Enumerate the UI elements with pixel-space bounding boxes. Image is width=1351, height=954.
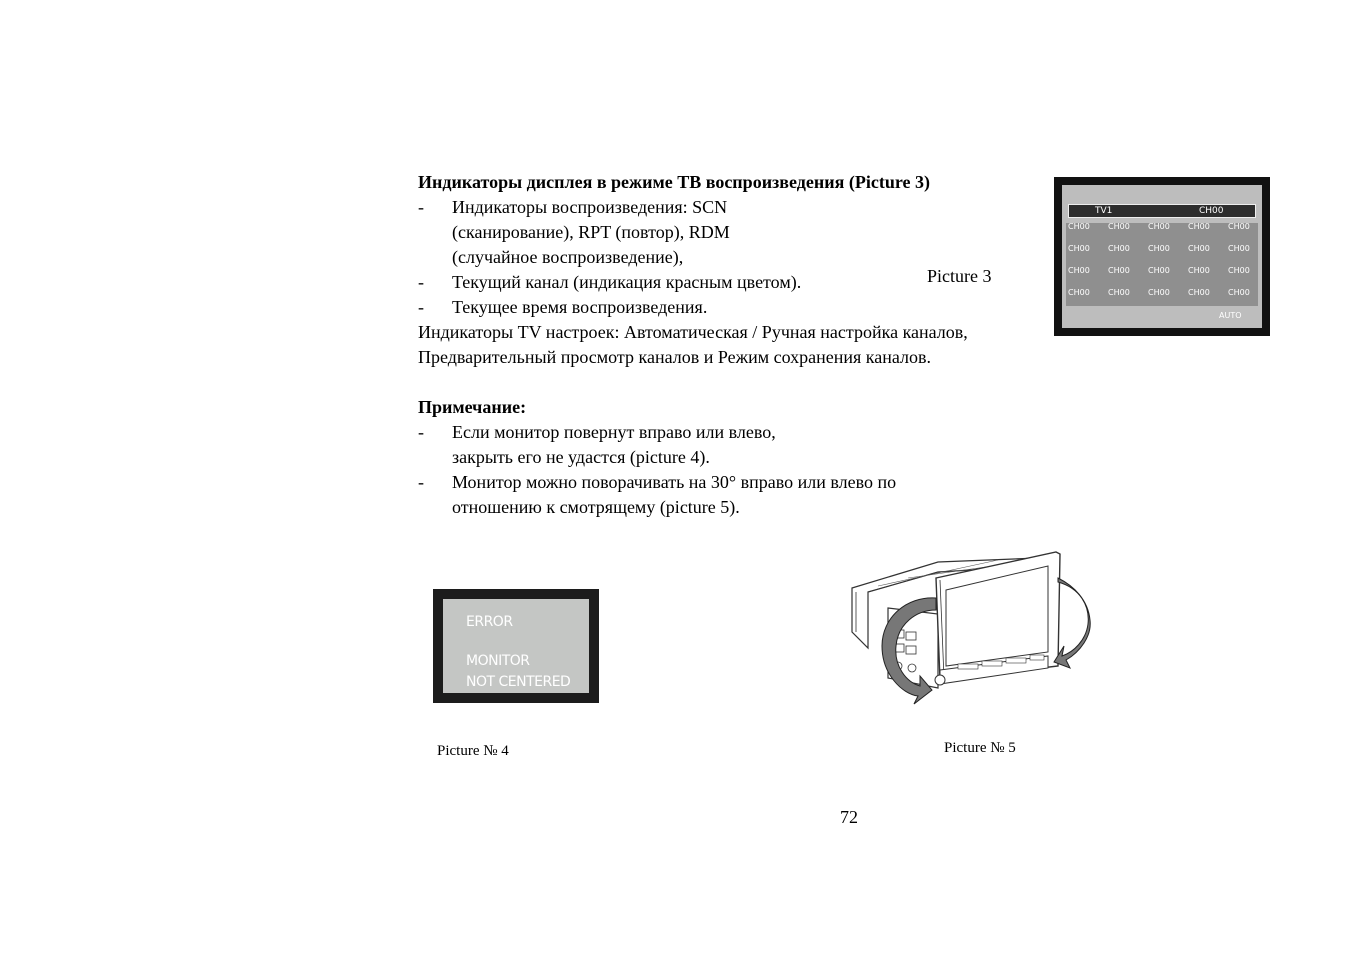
paragraph-line: Индикаторы TV настроек: Автоматическая / Ручная настройка каналов, [418, 322, 968, 342]
channel-cell: CH00 [1068, 266, 1090, 275]
channel-grid [1066, 223, 1258, 306]
channel-cell: CH00 [1108, 244, 1130, 253]
error-screen [443, 599, 589, 693]
channel-cell: CH00 [1148, 222, 1170, 231]
tv-screen [1062, 185, 1262, 328]
picture3-caption: Picture 3 [927, 266, 992, 286]
channel-cell: CH00 [1188, 222, 1210, 231]
picture5-car-stereo-illustration [848, 548, 1092, 706]
bullet-text: Текущее время воспроизведения. [452, 297, 708, 317]
error-line1: MONITOR [466, 653, 530, 669]
channel-cell: CH00 [1068, 222, 1090, 231]
bullet-text: отношению к смотрящему (picture 5). [452, 497, 740, 517]
bullet-text: (случайное воспроизведение), [452, 247, 684, 267]
error-label: ERROR [466, 614, 513, 630]
note-heading: Примечание: [418, 397, 527, 417]
picture3-tv-display [1054, 177, 1270, 336]
channel-cell: CH00 [1188, 266, 1210, 275]
bullet-dash: - [418, 297, 424, 317]
section-heading: Индикаторы дисплея в режиме ТВ воспроизведения (Picture 3) [418, 172, 930, 192]
channel-cell: CH00 [1188, 244, 1210, 253]
bullet-text: Индикаторы воспроизведения: SCN [452, 197, 728, 217]
picture5-caption: Picture № 5 [944, 740, 1016, 756]
page-number: 72 [840, 807, 858, 827]
channel-cell: CH00 [1068, 244, 1090, 253]
picture4-caption: Picture № 4 [437, 743, 509, 759]
paragraph-line: Предварительный просмотр каналов и Режим сохранения каналов. [418, 347, 932, 367]
error-line2: NOT CENTERED [466, 674, 571, 690]
bullet-text: закрыть его не удастся (picture 4). [452, 447, 710, 467]
bullet-text: Монитор можно поворачивать на 30° вправо или влево по [452, 472, 897, 492]
bullet-dash: - [418, 472, 424, 492]
picture4-error-display [433, 589, 599, 703]
channel-cell: CH00 [1108, 288, 1130, 297]
channel-cell: CH00 [1188, 288, 1210, 297]
channel-cell: CH00 [1228, 266, 1250, 275]
tv-mode: AUTO [1219, 311, 1242, 320]
bullet-text: Если монитор повернут вправо или влево, [452, 422, 776, 442]
channel-cell: CH00 [1068, 288, 1090, 297]
channel-cell: CH00 [1228, 244, 1250, 253]
tv-channel: CH00 [1199, 206, 1224, 216]
tv-status-bar [1068, 204, 1256, 218]
bullet-text: (сканирование), RPT (повтор), RDM [452, 222, 730, 242]
bullet-text: Текущий канал (индикация красным цветом). [452, 272, 802, 292]
bullet-dash: - [418, 272, 424, 292]
channel-cell: CH00 [1108, 222, 1130, 231]
bullet-dash: - [418, 422, 424, 442]
channel-cell: CH00 [1148, 266, 1170, 275]
tv-band: TV1 [1095, 206, 1113, 216]
channel-cell: CH00 [1228, 288, 1250, 297]
channel-cell: CH00 [1148, 288, 1170, 297]
bullet-dash: - [418, 197, 424, 217]
channel-cell: CH00 [1228, 222, 1250, 231]
channel-cell: CH00 [1148, 244, 1170, 253]
channel-cell: CH00 [1108, 266, 1130, 275]
